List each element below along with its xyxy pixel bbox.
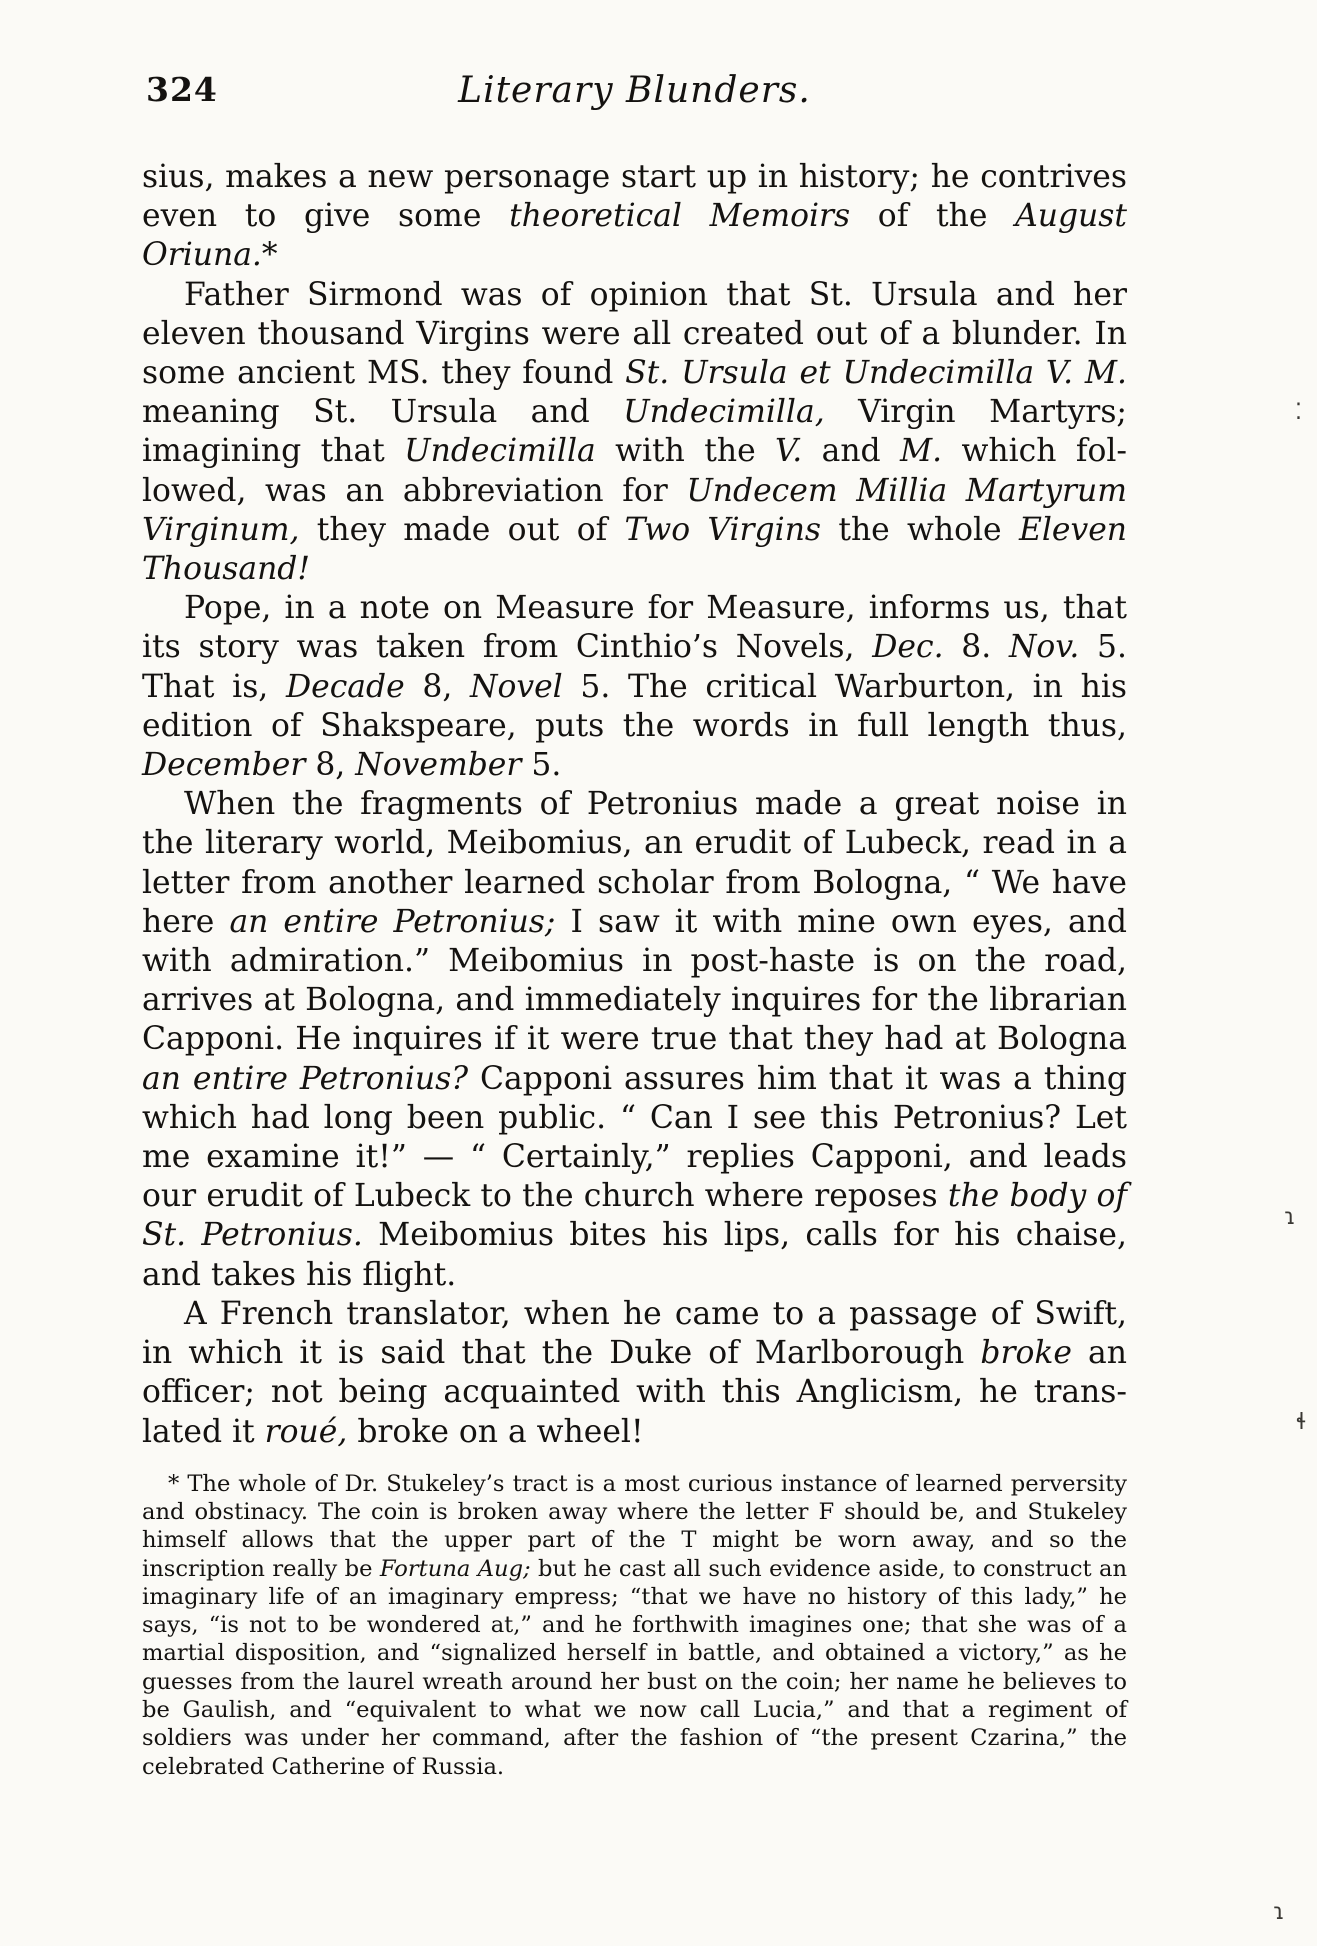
italic-text: Two Virgins [624,511,822,548]
italic-text: an entire Petronius; [229,903,556,940]
text-run: Virgin Martyrs; imagining that [142,394,1128,470]
paragraph [142,785,1127,1295]
italic-text: St. Ursula et Undecimilla V. M. [625,355,1127,392]
text-run: an officer; not being acquainted with this Anglicism, he translated it [142,1335,1127,1450]
running-title: Literary Blunders. [458,70,811,111]
text-run: 8, [305,747,356,784]
italic-text: Decade [285,668,405,705]
text-run: Pope, in a note on Measure for Measure, informs us, that its story was taken from Cinthio’s Novels, [142,590,1127,666]
text-run: Meibomius bites his lips, calls for his chaise, and takes his flight. [142,1217,1127,1293]
text-run: with the [595,433,776,470]
text-run: Father Sirmond was of opinion that St. Ursula and her eleven thousand Virgins were all created out of a blunder. In some ancient MS. they found [142,276,1127,392]
body-text [142,158,1127,1452]
text-run: * [261,237,278,274]
text-run: of the [850,198,1016,235]
text-run: 5. The critical Warburton, in his edition of Shakspeare, puts the words in full length thus, [142,668,1127,744]
italic-text: Dec. [872,629,944,666]
text-run: broke on a wheel! [347,1413,644,1450]
margin-mark: ɿ [1273,1900,1285,1925]
italic-text: Novel [470,668,563,705]
italic-text: V. [775,433,803,470]
text-run: sius, makes a new personage start up in history; he contrives even to give some [142,159,1127,235]
book-page [142,70,1127,1781]
paragraph [142,158,1127,276]
margin-mark: ɿ [1284,1205,1296,1230]
text-run: Capponi assures him that it was a thing which had long been public. “ Can I see this Petronius? Let me examine it!” — “ Certainly,” replies Capponi, and leads our erudit of Lubeck to the church where reposes [142,1060,1127,1215]
text-run: but he cast all such evidence aside, to construct an imaginary life of an imaginary empress; “that we have no history of this lady,” he says, “is not to be wondered at,” and he forthwith imagines one; that she was of a martial disposition, and “signalized herself in battle, and obtained a victory,” as he guesses from the laurel wreath around her bust on the coin; her name he believes to be Gaulish, and “equivalent to what we now call Lucia,” and that a regiment of soldiers was under her command, after the fashion of “the present Czarina,” the celebrated Catherine of Russia. [142,1555,1127,1780]
italic-text: Undecimilla, [623,394,825,431]
text-run: I saw it with mine own eyes, and with admiration.” Meibomius in post-haste is on the road, arrives at Bologna, and immediately inquires for the librarian Capponi. He inquires if it were true that they had at Bologna [142,903,1127,1058]
paragraph [142,276,1127,590]
paragraph [142,1295,1127,1452]
italic-text: roué, [264,1413,348,1450]
footnote [142,1470,1127,1781]
italic-text: August Oriuna. [142,198,1127,274]
italic-text: Eleven Thousand! [142,511,1127,588]
italic-text: the body of St. Petronius. [142,1178,1128,1254]
text-run: they made out of [299,511,625,548]
text-run: 5. That is, [142,629,1127,705]
text-run: When the fragments of Petronius made a great noise in the literary world, Meibomius, an erudit of Lubeck, read in a letter from another learned scholar from Bologna, “ We have here [142,786,1127,940]
text-run: meaning St. Ursula and [142,394,624,431]
text-run: 5. [521,747,562,784]
italic-text: Undecimilla [404,433,596,470]
text-run: 8, [404,668,470,705]
italic-text: M. [900,433,943,470]
text-run: A French translator, when he came to a passage of Swift, in which it is said that the Duke of Marlborough [142,1295,1127,1372]
text-run: 8. [943,629,1009,666]
italic-text: December [142,747,306,784]
paragraph [142,589,1127,785]
italic-text: Undecem Millia Martyrum Virginum, [142,472,1127,548]
page-header [142,70,1127,122]
italic-text: Nov. [1008,629,1080,666]
page-number: 324 [146,70,218,109]
text-run: and [802,433,901,470]
italic-text: broke [980,1335,1072,1372]
italic-text: an entire Petronius? [142,1060,469,1097]
text-run: the whole [821,511,1019,548]
italic-text: November [355,747,522,784]
italic-text: theoretical Memoirs [509,198,851,235]
margin-mark: ⁚ [1295,400,1302,425]
text-run: which followed, was an abbreviation for [142,433,1127,509]
text-run: * The whole of Dr. Stukeley’s tract is a most curious instance of learned perversity and obstinacy. The coin is broken away where the letter F should be, and Stukeley himself allows that the upper part of the T might be worn away, and so the inscription really be [142,1470,1127,1582]
italic-text: Fortuna Aug; [379,1555,531,1582]
margin-mark: ɬ [1296,1410,1307,1435]
